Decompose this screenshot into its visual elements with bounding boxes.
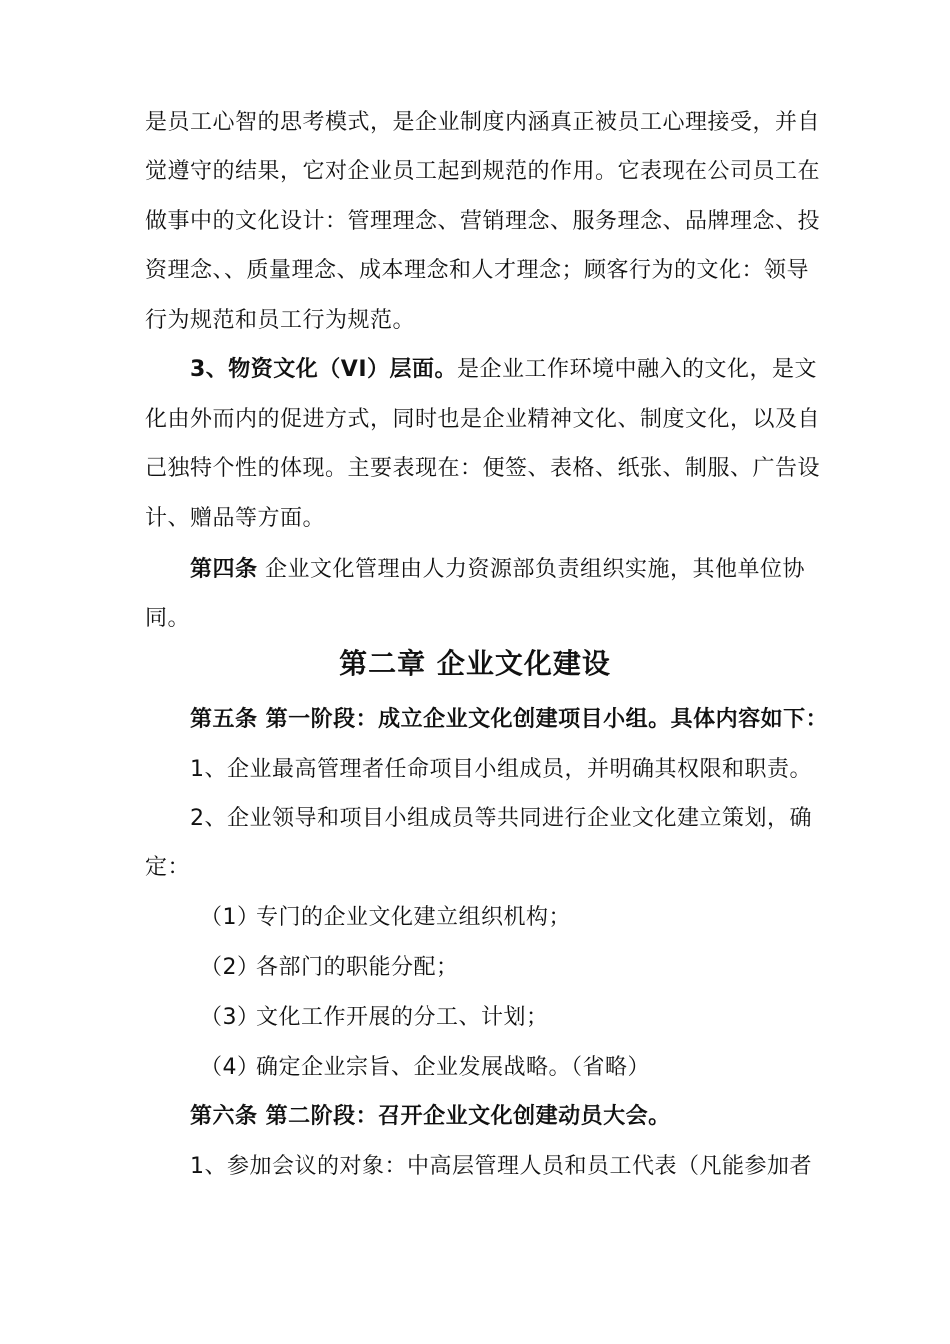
list-item: 1、参加会议的对象：中高层管理人员和员工代表（凡能参加者 <box>190 1154 812 1179</box>
article-heading: 第五条 第一阶段：成立企业文化创建项目小组。具体内容如下： <box>190 707 829 732</box>
article-heading: 第六条 第二阶段：召开企业文化创建动员大会。 <box>190 1104 671 1129</box>
paragraph-line: 计、赠品等方面。 <box>145 506 326 531</box>
paragraph-line <box>190 355 817 385</box>
paragraph-line: 己独特个性的体现。主要表现在：便签、表格、纸张、制服、广告设 <box>145 456 821 481</box>
sub-list-item <box>200 1003 549 1033</box>
sub-list-item <box>200 953 459 983</box>
sub-list-number: （4） <box>200 1055 260 1080</box>
list-item: 2、企业领导和项目小组成员等共同进行企业文化建立策划，确 <box>190 806 812 831</box>
sub-list-item <box>200 903 571 933</box>
sub-list-text: 专门的企业文化建立组织机构； <box>256 905 572 930</box>
paragraph-line: 行为规范和员工行为规范。 <box>145 308 416 333</box>
sub-list-number: （3） <box>200 1005 260 1030</box>
article-label: 第四条 <box>190 557 258 582</box>
paragraph-line: 觉遵守的结果，它对企业员工起到规范的作用。它表现在公司员工在 <box>145 159 821 184</box>
paragraph-text: 是企业工作环境中融入的文化，是文 <box>457 357 818 382</box>
section-heading: 3、物资文化（VI）层面。 <box>190 357 458 382</box>
paragraph-line: 化由外而内的促进方式，同时也是企业精神文化、制度文化，以及自 <box>145 407 821 432</box>
paragraph-line: 资理念、、质量理念、成本理念和人才理念；顾客行为的文化：领导 <box>145 258 810 283</box>
paragraph-line: 做事中的文化设计：管理理念、营销理念、服务理念、品牌理念、投 <box>145 209 821 234</box>
sub-list-number: （2） <box>200 955 260 980</box>
chapter-title: 第二章 企业文化建设 <box>339 647 611 680</box>
paragraph-line: 是员工心智的思考模式，是企业制度内涵真正被员工心理接受，并自 <box>145 110 821 135</box>
sub-list-text: 各部门的职能分配； <box>256 955 459 980</box>
paragraph-line: 同。 <box>145 606 191 631</box>
sub-list-number: （1） <box>200 905 260 930</box>
paragraph-line: 定： <box>145 855 191 880</box>
paragraph-text: 企业文化管理由人力资源部负责组织实施，其他单位协 <box>257 557 806 582</box>
sub-list-item <box>200 1053 650 1083</box>
paragraph-line <box>190 555 805 585</box>
list-item: 1、企业最高管理者任命项目小组成员，并明确其权限和职责。 <box>190 757 812 782</box>
sub-list-text: 确定企业宗旨、企业发展战略。（省略） <box>256 1055 651 1080</box>
sub-list-text: 文化工作开展的分工、计划； <box>256 1005 549 1030</box>
